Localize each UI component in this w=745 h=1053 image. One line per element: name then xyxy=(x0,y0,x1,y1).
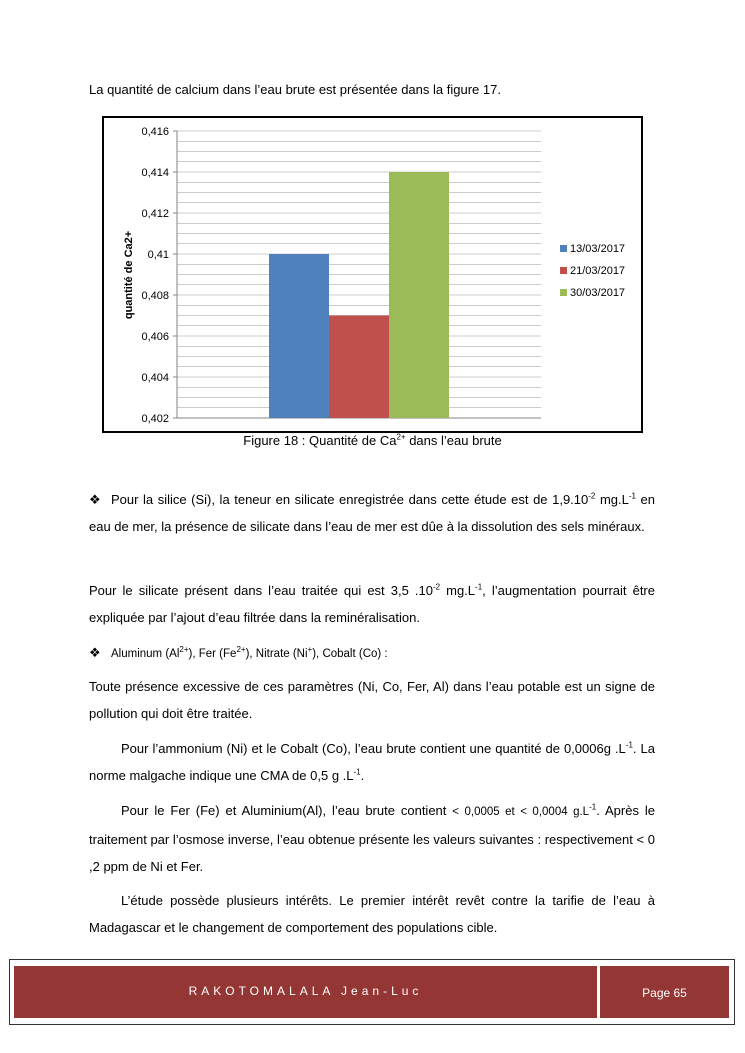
p5-sup-b: -1 xyxy=(353,767,361,777)
caption-sup: 2+ xyxy=(396,432,406,442)
p2-text-b: mg.L xyxy=(440,583,476,598)
bar-3 xyxy=(389,172,449,418)
p1-text-c: en eau de mer, la présence de silicate dans l’eau de mer est dûe à la dissolution des sels minéraux. xyxy=(89,492,655,534)
intro-text: La quantité de calcium dans l’eau brute est présentée dans la figure 17. xyxy=(89,82,501,97)
p3-text-b: ), Fer (Fe xyxy=(188,648,237,660)
bar-2 xyxy=(329,316,389,419)
legend-label: 30/03/2017 xyxy=(570,287,626,299)
legend-label: 21/03/2017 xyxy=(570,265,626,277)
p1-sup: -2 xyxy=(588,491,596,501)
p2-text: Pour le silicate présent dans l’eau traitée qui est 3,5 .10 xyxy=(89,583,433,598)
p5-sup: -1 xyxy=(625,740,633,750)
paragraph-interets: L’étude possède plusieurs intérêts. Le premier intérêt revêt contre la tarifie de l’eau à Madagascar et le changement de comportement des populations cible. xyxy=(89,893,655,935)
p1-sup-b: -1 xyxy=(628,491,636,501)
y-tick-label: 0,402 xyxy=(141,413,169,425)
y-tick-label: 0,406 xyxy=(141,331,169,343)
p2-text-c: , l’augmentation pourrait être expliquée par l’ajout d’eau filtrée dans la reminéralisation. xyxy=(89,583,655,625)
paragraph-aluminum-heading xyxy=(89,639,655,668)
paragraph-fer-aluminium xyxy=(89,797,655,880)
y-tick-label: 0,404 xyxy=(141,372,169,384)
footer-author: RAKOTOMALALA Jean-Luc xyxy=(14,966,597,1018)
p2-sup: -2 xyxy=(432,582,441,592)
y-axis-label: quantité de Ca2+ xyxy=(123,230,135,320)
y-tick-label: 0,412 xyxy=(141,208,169,220)
p3-sup-b: 2+ xyxy=(236,645,246,655)
p6-text: Pour le Fer (Fe) et Aluminium(Al), l’eau brute contient xyxy=(121,803,453,818)
p1-text-b: mg.L xyxy=(595,492,629,507)
y-tick-label: 0,414 xyxy=(141,167,169,179)
bar-chart xyxy=(102,116,643,433)
caption-text-end: dans l’eau brute xyxy=(405,433,502,448)
p2-sup-b: -1 xyxy=(475,582,483,592)
paragraph-silice xyxy=(89,486,655,540)
p3-sup-c: + xyxy=(307,645,313,655)
paragraph-silicate xyxy=(89,577,655,631)
legend-swatch xyxy=(560,267,567,274)
p3-text: Aluminum (Al xyxy=(111,648,180,660)
y-tick-label: 0,408 xyxy=(141,290,169,302)
diamond-bullet-icon: ❖ xyxy=(89,492,101,507)
legend-swatch xyxy=(560,245,567,252)
p3-text-d: ), Cobalt (Co) : xyxy=(312,648,388,660)
y-tick-label: 0,416 xyxy=(141,126,169,138)
p1-text: Pour la silice (Si), la teneur en silicate enregistrée dans cette étude est de 1,9.10 xyxy=(111,492,589,507)
p6-sup: -1 xyxy=(589,802,597,812)
p6-small-text: < 0,0005 et < 0,0004 g.L xyxy=(452,806,590,818)
y-tick-label: 0,41 xyxy=(147,249,169,261)
p5-text-b: . La norme malgache indique une CMA de 0,5 g .L xyxy=(89,741,655,783)
p3-sup: 2+ xyxy=(179,645,189,655)
p5-text-c: . xyxy=(360,768,365,783)
diamond-bullet-icon: ❖ xyxy=(89,645,101,660)
footer-page-number: Page 65 xyxy=(600,966,729,1018)
p5-text: Pour l’ammonium (Ni) et le Cobalt (Co), l’eau brute contient une quantité de 0,0006g .L xyxy=(121,741,626,756)
legend-label: 13/03/2017 xyxy=(570,243,626,255)
page-footer xyxy=(9,959,735,1025)
legend-swatch xyxy=(560,289,567,296)
p6-text-b: . Après le traitement par l’osmose inverse, l’eau obtenue présente les valeurs suivantes : respectivement < 0 ,2 ppm de Ni et Fer. xyxy=(89,803,655,874)
chart-svg xyxy=(104,118,641,431)
caption-text: Figure 18 : Quantité de Ca xyxy=(243,433,397,448)
p3-text-c: ), Nitrate (Ni xyxy=(245,648,308,660)
bar-1 xyxy=(269,254,329,418)
paragraph-pollution: Toute présence excessive de ces paramètres (Ni, Co, Fer, Al) dans l’eau potable est un signe de pollution qui doit être traitée. xyxy=(89,679,655,721)
paragraph-ammonium xyxy=(89,735,655,789)
figure-caption xyxy=(0,433,745,448)
